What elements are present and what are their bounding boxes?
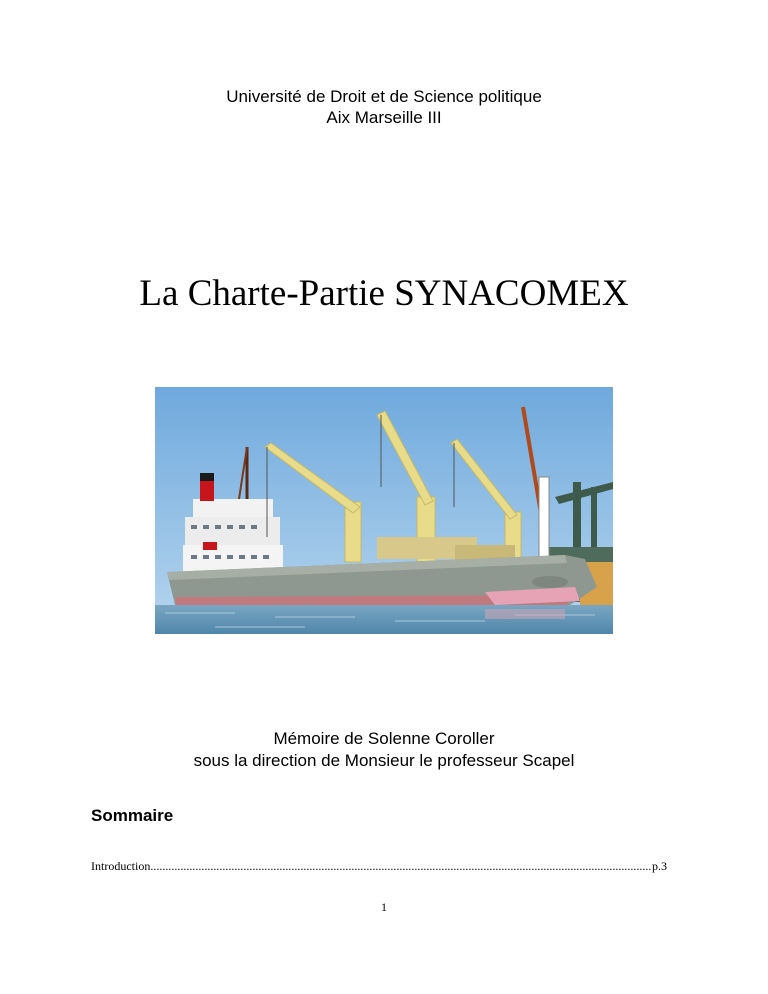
summary-heading: Sommaire	[91, 806, 174, 825]
thesis-author: Mémoire de Solenne Coroller	[273, 729, 495, 748]
toc-entry[interactable]	[91, 858, 667, 874]
cover-photo-cargo-ship	[155, 387, 613, 634]
toc-entry-label: Introduction	[91, 859, 151, 873]
document-title: La Charte-Partie SYNACOMEX	[139, 273, 629, 314]
page-number: 1	[381, 900, 387, 914]
toc-leader-dots	[150, 858, 652, 874]
university-campus: Aix Marseille III	[326, 108, 442, 127]
author-block	[0, 728, 768, 772]
university-name: Université de Droit et de Science politique	[226, 87, 542, 106]
toc-entry-page: p.3	[652, 859, 667, 873]
university-header	[0, 86, 768, 128]
thesis-supervisor: sous la direction de Monsieur le professeur Scapel	[193, 751, 575, 770]
